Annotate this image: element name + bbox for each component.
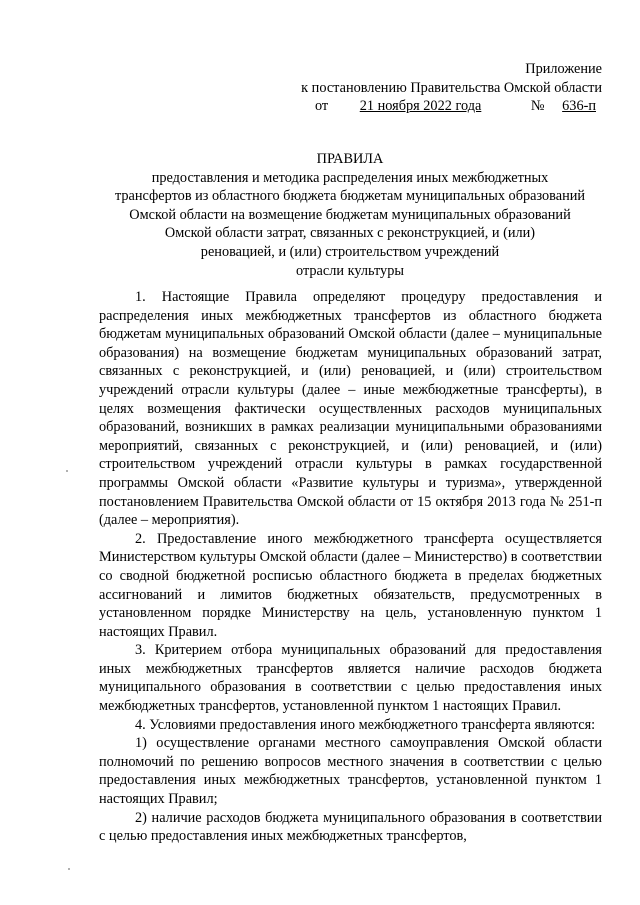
document-title bbox=[60, 150, 640, 280]
appendix-label: Приложение bbox=[525, 61, 602, 77]
appendix-resolution: к постановлению Правительства Омской области bbox=[301, 79, 602, 96]
title-line: реновацией, и (или) строительством учреждений bbox=[200, 243, 500, 260]
title-line: трансфертов из областного бюджета бюджетам муниципальных образований bbox=[114, 188, 586, 205]
paragraph-3: 3. Критерием отбора муниципальных образований для предоставления иных межбюджетных трансфертов является наличие расходов бюджета муниципального образования в соответствии с целью предоставления иных межбюджетных трансфертов, установленной пунктом 1 настоящих Правил. bbox=[99, 642, 602, 715]
date-prefix: от bbox=[314, 98, 329, 115]
document-body bbox=[99, 288, 602, 846]
paragraph-4-1: 1) осуществление органами местного самоуправления Омской области полномочий по решению вопросов местного значения в соответствии с целью предоставления иных межбюджетных трансфертов, установленной пунктом 1 настоящих Правил; bbox=[99, 735, 602, 808]
resolution-number: 636-п bbox=[562, 98, 596, 115]
scan-dot bbox=[68, 868, 70, 870]
title-line: предоставления и методика распределения иных межбюджетных bbox=[151, 169, 549, 186]
resolution-date: 21 ноября 2022 года bbox=[359, 98, 482, 115]
appendix-header bbox=[301, 60, 602, 116]
scan-dot bbox=[66, 470, 68, 472]
paragraph-2: 2. Предоставление иного межбюджетного трансферта осуществляется Министерством культуры Омской области (далее – Министерство) в соответствии со сводной бюджетной росписью областного бюджета в пределах бюджетных ассигнований и лимитов бюджетных обязательств, предусмотренных в установленном порядке Министерству на цель, установленную пунктом 1 настоящих Правил. bbox=[99, 530, 602, 640]
paragraph-1: 1. Настоящие Правила определяют процедуру предоставления и распределения иных межбюджетных трансфертов из областного бюджета бюджетам муниципальных образований Омской области (далее – муниципальные образования) на возмещение бюджетам муниципальных образований затрат, связанных с реконструкцией, и (или) реновацией, и (или) строительством учреждений отрасли культуры (далее – иные межбюджетные трансферты), в целях возмещения фактически осуществленных расходов муниципальных образований, возникших в рамках реализации муниципальными образованиями мероприятий, связанных с реконструкцией, и (или) реновацией, и (или) строительством учреждений отрасли культуры в рамках государственной программы Омской области «Развитие культуры и туризма», утвержденной постановлением Правительства Омской области от 15 октября 2013 года № 251-п (далее – мероприятия). bbox=[99, 289, 602, 529]
number-label: № bbox=[530, 98, 545, 115]
title-line: отрасли культуры bbox=[296, 262, 404, 279]
title-main: ПРАВИЛА bbox=[316, 151, 384, 167]
paragraph-4: 4. Условиями предоставления иного межбюджетного трансферта являются: bbox=[135, 716, 596, 733]
appendix-date-number bbox=[301, 97, 602, 116]
title-line: Омской области на возмещение бюджетам муниципальных образований bbox=[129, 206, 571, 223]
title-line: Омской области затрат, связанных с реконструкцией, и (или) bbox=[164, 225, 536, 242]
paragraph-4-2: 2) наличие расходов бюджета муниципального образования в соответствии с целью предоставления иных межбюджетных трансфертов, bbox=[99, 809, 602, 845]
